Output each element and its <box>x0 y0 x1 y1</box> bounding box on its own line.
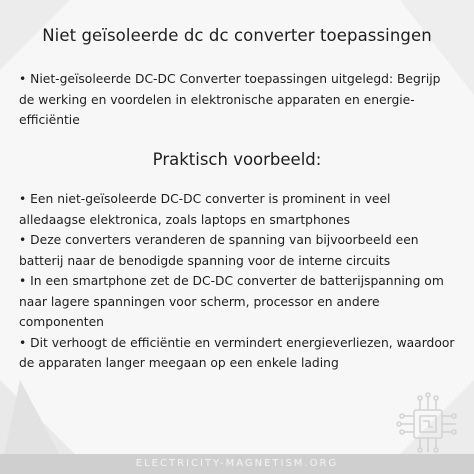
bullet-list <box>19 189 459 374</box>
bullet-item: • Dit verhoogt de efficiëntie en vermindert energieverliezen, waardoor de apparaten langer meegaan op een enkele lading <box>19 335 455 370</box>
bullet-item: • Deze converters veranderen de spanning van bijvoorbeeld een batterij naar de benodigde spanning voor de interne circuits <box>19 233 419 268</box>
bullet-item: • In een smartphone zet de DC-DC converter de batterijspanning om naar lagere spanningen voor scherm, processor en andere componenten <box>19 274 444 329</box>
page-title: Niet geïsoleerde dc dc converter toepassingen <box>42 26 432 45</box>
intro-section <box>19 69 459 131</box>
bullet-item: • Een niet-geïsoleerde DC-DC converter is prominent in veel alledaagse elektronica, zoals laptops en smartphones <box>19 192 391 227</box>
circuit-chip-icon <box>396 392 460 456</box>
intro-paragraph: • Niet-geïsoleerde DC-DC Converter toepassingen uitgelegd: Begrijp de werking en voordelen in elektronische apparaten en energie-efficiëntie <box>19 72 441 127</box>
section-heading: Praktisch voorbeeld: <box>152 150 322 169</box>
footer-site-name: ELECTRICITY-MAGNETISM.ORG <box>135 458 339 469</box>
footer-bar <box>0 454 474 474</box>
